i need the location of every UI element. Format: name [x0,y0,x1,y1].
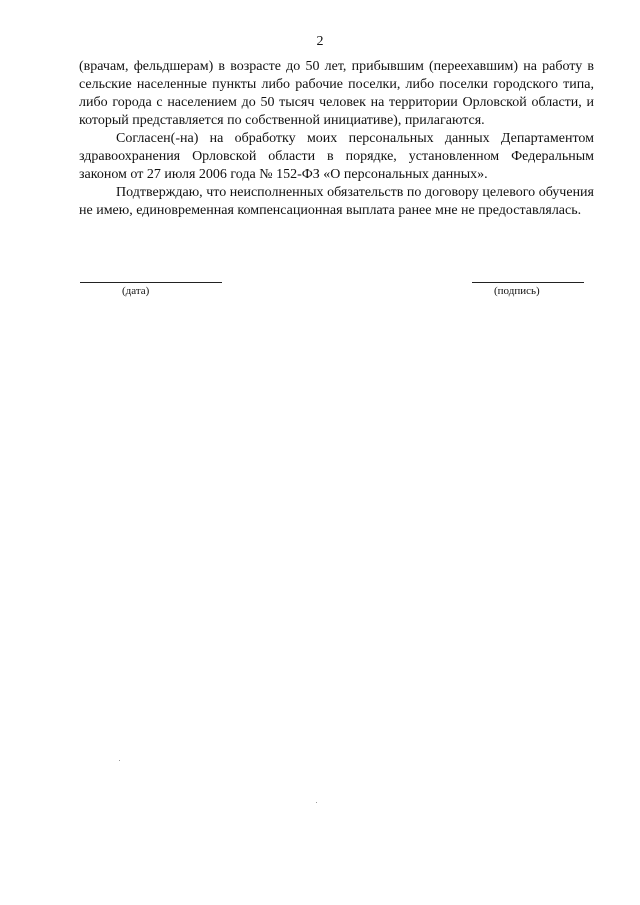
scan-speck [119,760,120,761]
paragraph-confirmation: Подтверждаю, что неисполненных обязательств по договору целевого обучения не имею, единовременная компенсационная выплата ранее мне не предоставлялась. [79,185,594,218]
paragraph-consent: Согласен(-на) на обработку моих персональных данных Департаментом здравоохранения Орловской области в порядке, установленном Федеральным законом от 27 июля 2006 года № 152-ФЗ «О персональных данных». [79,131,594,182]
document-body [79,58,594,220]
scan-speck [316,802,317,803]
paragraph-continuation: (врачам, фельдшерам) в возрасте до 50 лет, прибывшим (переехавшим) на работу в сельские населенные пункты либо рабочие поселки, либо поселки городского типа, либо города с населением до 50 тысяч человек на территории Орловской области, и который представляется по собственной инициативе), прилагаются. [79,59,594,128]
signature-line [472,282,584,283]
date-signature-line [80,282,222,283]
signature-label: (подпись) [494,285,540,297]
date-label: (дата) [122,285,150,297]
page-number: 2 [316,34,324,49]
